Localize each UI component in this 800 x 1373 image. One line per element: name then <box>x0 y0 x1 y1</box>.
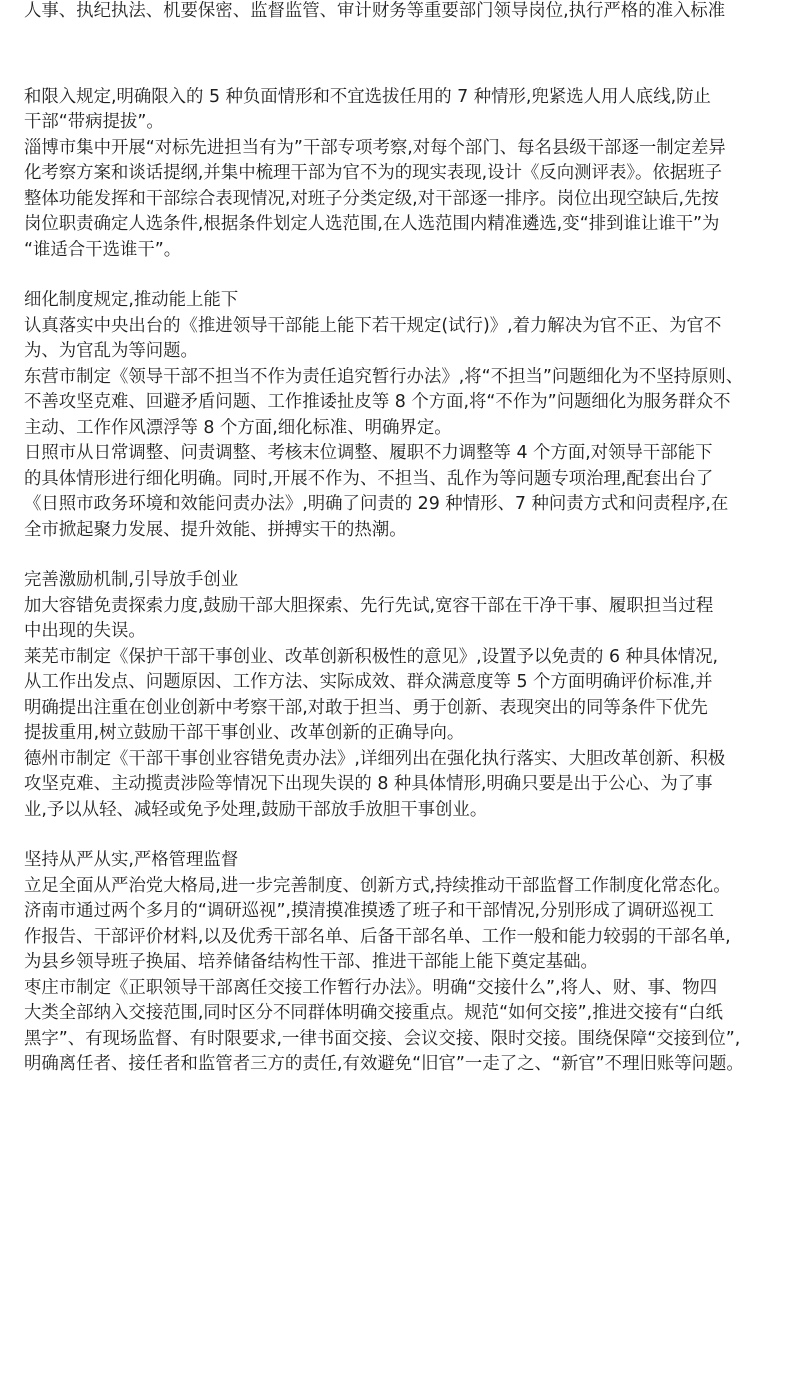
text-line: 明确离任者、接任者和监管者三方的责任,有效避免“旧官”一走了之、“新官”不理旧账等问题。 <box>24 1054 744 1074</box>
text-line: 和限入规定,明确限入的 5 种负面情形和不宜选拔任用的 7 种情形,兜紧选人用人底线,防止 <box>24 86 711 107</box>
text-line: “谁适合干选谁干”。 <box>24 239 182 260</box>
text-line: 大类全部纳入交接范围,同时区分不同群体明确交接重点。规范“如何交接”,推进交接有“白纸 <box>24 1003 723 1023</box>
text-line: 作报告、干部评价材料,以及优秀干部名单、后备干部名单、工作一般和能力较弱的干部名单, <box>24 926 731 947</box>
text-line-top: 人事、执纪执法、机要保密、监督监管、审计财务等重要部门领导岗位,执行严格的准入标准 <box>24 1 726 21</box>
text-line: 的具体情形进行细化明确。同时,开展不作为、不担当、乱作为等问题专项治理,配套出台了 <box>24 468 714 489</box>
spacer <box>24 823 780 848</box>
text-line: 黑字”、有现场监督、有时限要求,一律书面交接、会议交接、限时交接。围绕保障“交接到位”, <box>24 1028 741 1049</box>
text-line: 为县乡领导班子换届、培养储备结构性干部、推进干部能上能下奠定基础。 <box>24 952 598 972</box>
spacer <box>24 543 780 568</box>
spacer <box>24 25 780 85</box>
text-line: 主动、工作作风漂浮等 8 个方面,细化标准、明确界定。 <box>24 417 452 438</box>
text-line: 不善攻坚克难、回避矛盾问题、工作推诿扯皮等 8 个方面,将“不作为”问题细化为服务群众不 <box>24 392 731 412</box>
text-line: 枣庄市制定《正职领导干部离任交接工作暂行办法》。明确“交接什么”,将人、财、事、物四 <box>24 977 718 998</box>
text-line: 日照市从日常调整、问责调整、考核末位调整、履职不力调整等 4 个方面,对领导干部能下 <box>24 443 713 463</box>
text-line: 加大容错免责探索力度,鼓励干部大胆探索、先行先试,宽容干部在干净干事、履职担当过程 <box>24 595 714 616</box>
text-line: 淄博市集中开展“对标先进担当有为”干部专项考察,对每个部门、每名县级干部逐一制定差异 <box>24 137 726 158</box>
text-line: 明确提出注重在创业创新中考察干部,对敢于担当、勇于创新、表现突出的同等条件下优先 <box>24 697 708 718</box>
text-line: 莱芜市制定《保护干部干事创业、改革创新积极性的意见》,设置予以免责的 6 种具体情况, <box>24 646 719 667</box>
section-heading: 完善激励机制,引导放手创业 <box>24 570 239 590</box>
text-line: 认真落实中央出台的《推进领导干部能上能下若干规定(试行)》,着力解决为官不正、为官不 <box>24 315 722 336</box>
text-line: 从工作出发点、问题原因、工作方法、实际成效、群众满意度等 5 个方面明确评价标准,并 <box>24 672 713 692</box>
text-line: 东营市制定《领导干部不担当不作为责任追究暂行办法》,将“不担当”问题细化为不坚持原则、 <box>24 366 744 387</box>
text-line: 干部“带病提拔”。 <box>24 112 164 132</box>
section-3 <box>24 568 780 823</box>
spacer <box>24 263 780 288</box>
text-line: 济南市通过两个多月的“调研巡视”,摸清摸准摸透了班子和干部情况,分别形成了调研巡视工 <box>24 901 714 921</box>
text-line: 《日照市政务环境和效能问责办法》,明确了问责的 29 种情形、7 种问责方式和问责程序,在 <box>24 494 729 514</box>
text-line: 为、为官乱为等问题。 <box>24 341 198 361</box>
text-line: 提拔重用,树立鼓励干部干事创业、改革创新的正确导向。 <box>24 723 465 743</box>
section-heading: 坚持从严从实,严格管理监督 <box>24 850 239 870</box>
text-line: 中出现的失误。 <box>24 621 146 641</box>
section-4 <box>24 848 780 1078</box>
text-line: 化考察方案和谈话提纲,并集中梳理干部为官不为的现实表现,设计《反向测评表》。依据班子 <box>24 163 722 183</box>
text-line: 业,予以从轻、减轻或免予处理,鼓励干部放手放胆干事创业。 <box>24 799 488 820</box>
section-2 <box>24 288 780 543</box>
text-line: 攻坚克难、主动揽责涉险等情况下出现失误的 8 种具体情形,明确只要是出于公心、为了事 <box>24 774 713 794</box>
text-line: 整体功能发挥和干部综合表现情况,对班子分类定级,对干部逐一排序。岗位出现空缺后,先按 <box>24 188 719 209</box>
section-heading: 细化制度规定,推动能上能下 <box>24 290 239 310</box>
text-line: 德州市制定《干部干事创业容错免责办法》,详细列出在强化执行落实、大胆改革创新、积极 <box>24 748 726 769</box>
text-line: 立足全面从严治党大格局,进一步完善制度、创新方式,持续推动干部监督工作制度化常态化。 <box>24 875 731 896</box>
document-page <box>24 0 780 1078</box>
text-line: 全市掀起聚力发展、提升效能、拼搏实干的热潮。 <box>24 519 407 540</box>
paragraph-block-1 <box>24 85 780 264</box>
text-line: 岗位职责确定人选条件,根据条件划定人选范围,在人选范围内精准遴选,变“排到谁让谁干”为 <box>24 214 720 234</box>
